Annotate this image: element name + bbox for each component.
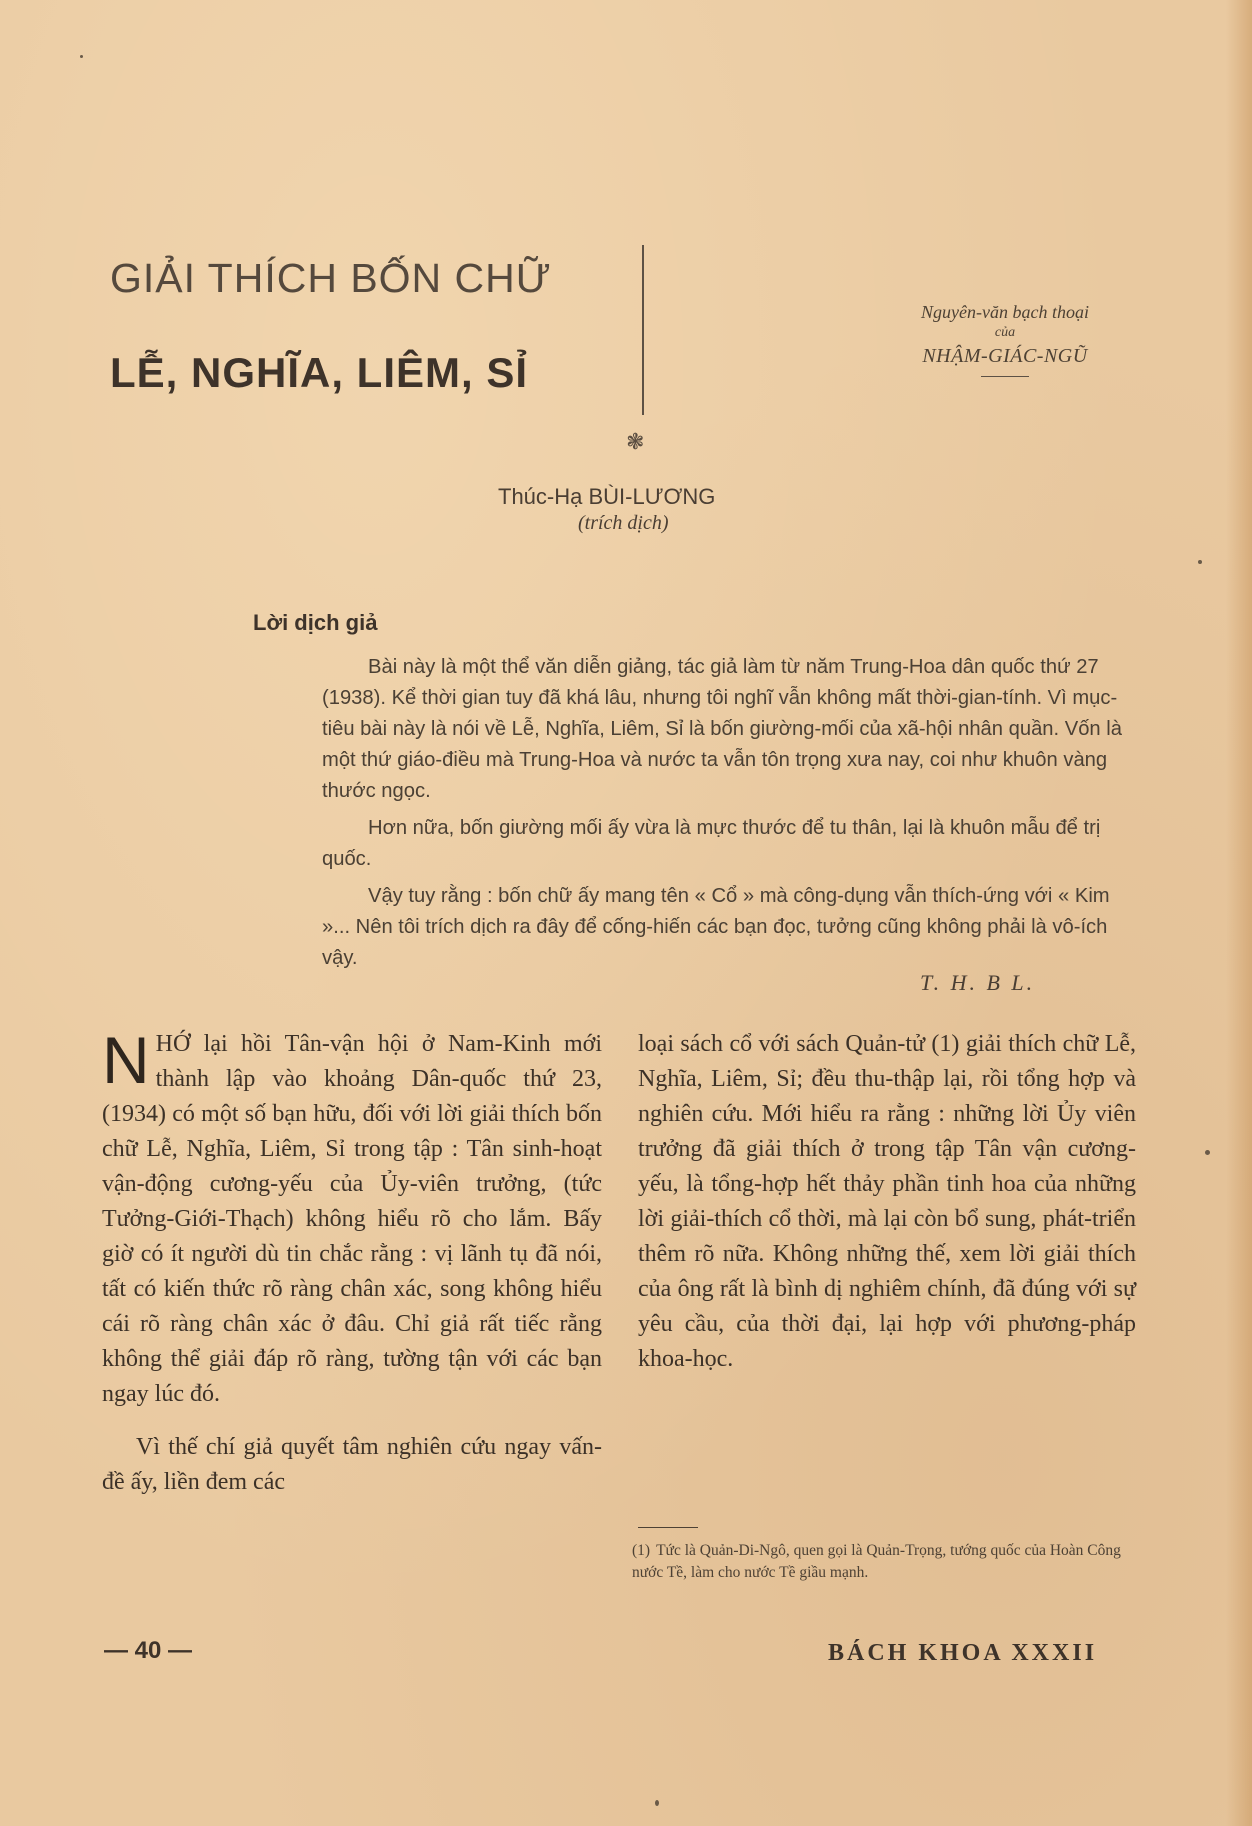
footnote-text: Tức là Quản-Di-Ngô, quen gọi là Quản-Trọng, tướng quốc của Hoàn Công nước Tề, làm cho nước Tề giầu mạnh. [632,1542,1121,1581]
preface-signature: T. H. B L. [920,970,1036,995]
footnote-marker: (1) [632,1542,651,1559]
paper-speck [655,1800,659,1806]
preface-paragraph-2: Hơn nữa, bốn giường mối ấy vừa là mực thước để tu thân, lại là khuôn mẫu để trị quốc. [322,817,1101,870]
flower-ornament-icon: ❃ [626,430,645,455]
paper-speck [1205,1150,1210,1155]
title-line-2: LỄ, NGHĨA, LIÊM, SỈ [110,349,529,396]
page-edge-shadow [1226,0,1252,1826]
page-number: — 40 — [104,1637,193,1664]
drop-cap: N [102,1023,150,1097]
footnote [632,1540,1132,1584]
translator-name: Thúc-Hạ BÙI-LƯƠNG [498,484,716,509]
body-paragraph-2: Vì thế chí giả quyết tâm nghiên cứu ngay vấn-đề ấy, liền đem các [102,1434,602,1495]
paper-speck [1198,560,1202,564]
preface-heading: Lời dịch giả [253,610,378,635]
preface-body [322,652,1138,974]
body-column-right [638,1027,1136,1377]
preface-paragraph-1: Bài này là một thể văn diễn giảng, tác giả làm từ năm Trung-Hoa dân quốc thứ 27 (1938). Kể thời gian tuy đã khá lâu, nhưng tôi nghĩ vẫn không mất thời-gian-tính. Vì mục-tiêu bài này là nói về Lễ, Nghĩa, Liêm, Sỉ là bốn giường-mối của xã-hội nhân quần. Vốn là một thứ giáo-điều mà Trung-Hoa và nước ta vẫn tôn trọng xưa nay, coi như khuôn vàng thước ngọc. [322,656,1122,802]
title-divider [642,245,644,415]
body-paragraph-3: loại sách cổ với sách Quản-tử (1) giải thích chữ Lễ, Nghĩa, Liêm, Sỉ; đều thu-thập lại, rồi tổng hợp và nghiên cứu. Mới hiểu ra rằng : những lời Ủy viên trưởng đã giải thích ở trong tập Tân vận cương-yếu, là tổng-hợp hết thảy phần tinh hoa của những lời giải-thích cổ thời, mà lại còn bổ sung, phát-triển thêm rõ nữa. Không những thế, xem lời giải thích của ông rất là bình dị nghiêm chính, đã đúng với sự yêu cầu, của thời đại, lại hợp với phương-pháp khoa-học. [638,1031,1136,1372]
source-rule [981,376,1029,377]
source-author: NHẬM-GIÁC-NGŨ [922,345,1088,367]
title-block [110,255,630,397]
title-line-1: GIẢI THÍCH BỐN CHỮ [110,255,552,301]
paper-speck [80,55,83,58]
body-paragraph-1 [102,1023,602,1412]
translator-credit [498,484,758,535]
source-line-2: của [994,325,1016,340]
footnote-rule [638,1527,698,1528]
preface-paragraph-3: Vậy tuy rằng : bốn chữ ấy mang tên « Cổ » mà công-dụng vẫn thích-ứng với « Kim »... Nên tôi trích dịch ra đây để cống-hiến các bạn đọc, tưởng cũng không phải là vô-ích vậy. [322,885,1110,969]
body-column-left [102,1023,602,1500]
translator-role: (trích dịch) [578,512,669,534]
body-paragraph-1-text: HỚ lại hồi Tân-vận hội ở Nam-Kinh mới thành lập vào khoảng Dân-quốc thứ 23, (1934) có một số bạn hữu, đối với lời giải thích bốn chữ Lễ, Nghĩa, Liêm, Sỉ trong tập : Tân sinh-hoạt vận-động cương-yếu của Ủy-viên trưởng, (tức Tưởng-Giới-Thạch) không hiểu rõ cho lắm. Bấy giờ có ít người dù tin chắc rằng : vị lãnh tụ đã nói, tất có kiến thức rõ ràng chân xác, song không hiểu cái rõ ràng chân xác ở đâu. Chỉ giả rất tiếc rằng không thể giải đáp rõ ràng, tường tận với các bạn ngay lúc đó. [102,1031,602,1407]
source-credit [880,302,1130,377]
source-line-1: Nguyên-văn bạch thoại [921,302,1089,322]
running-head: BÁCH KHOA XXXII [828,1640,1098,1666]
